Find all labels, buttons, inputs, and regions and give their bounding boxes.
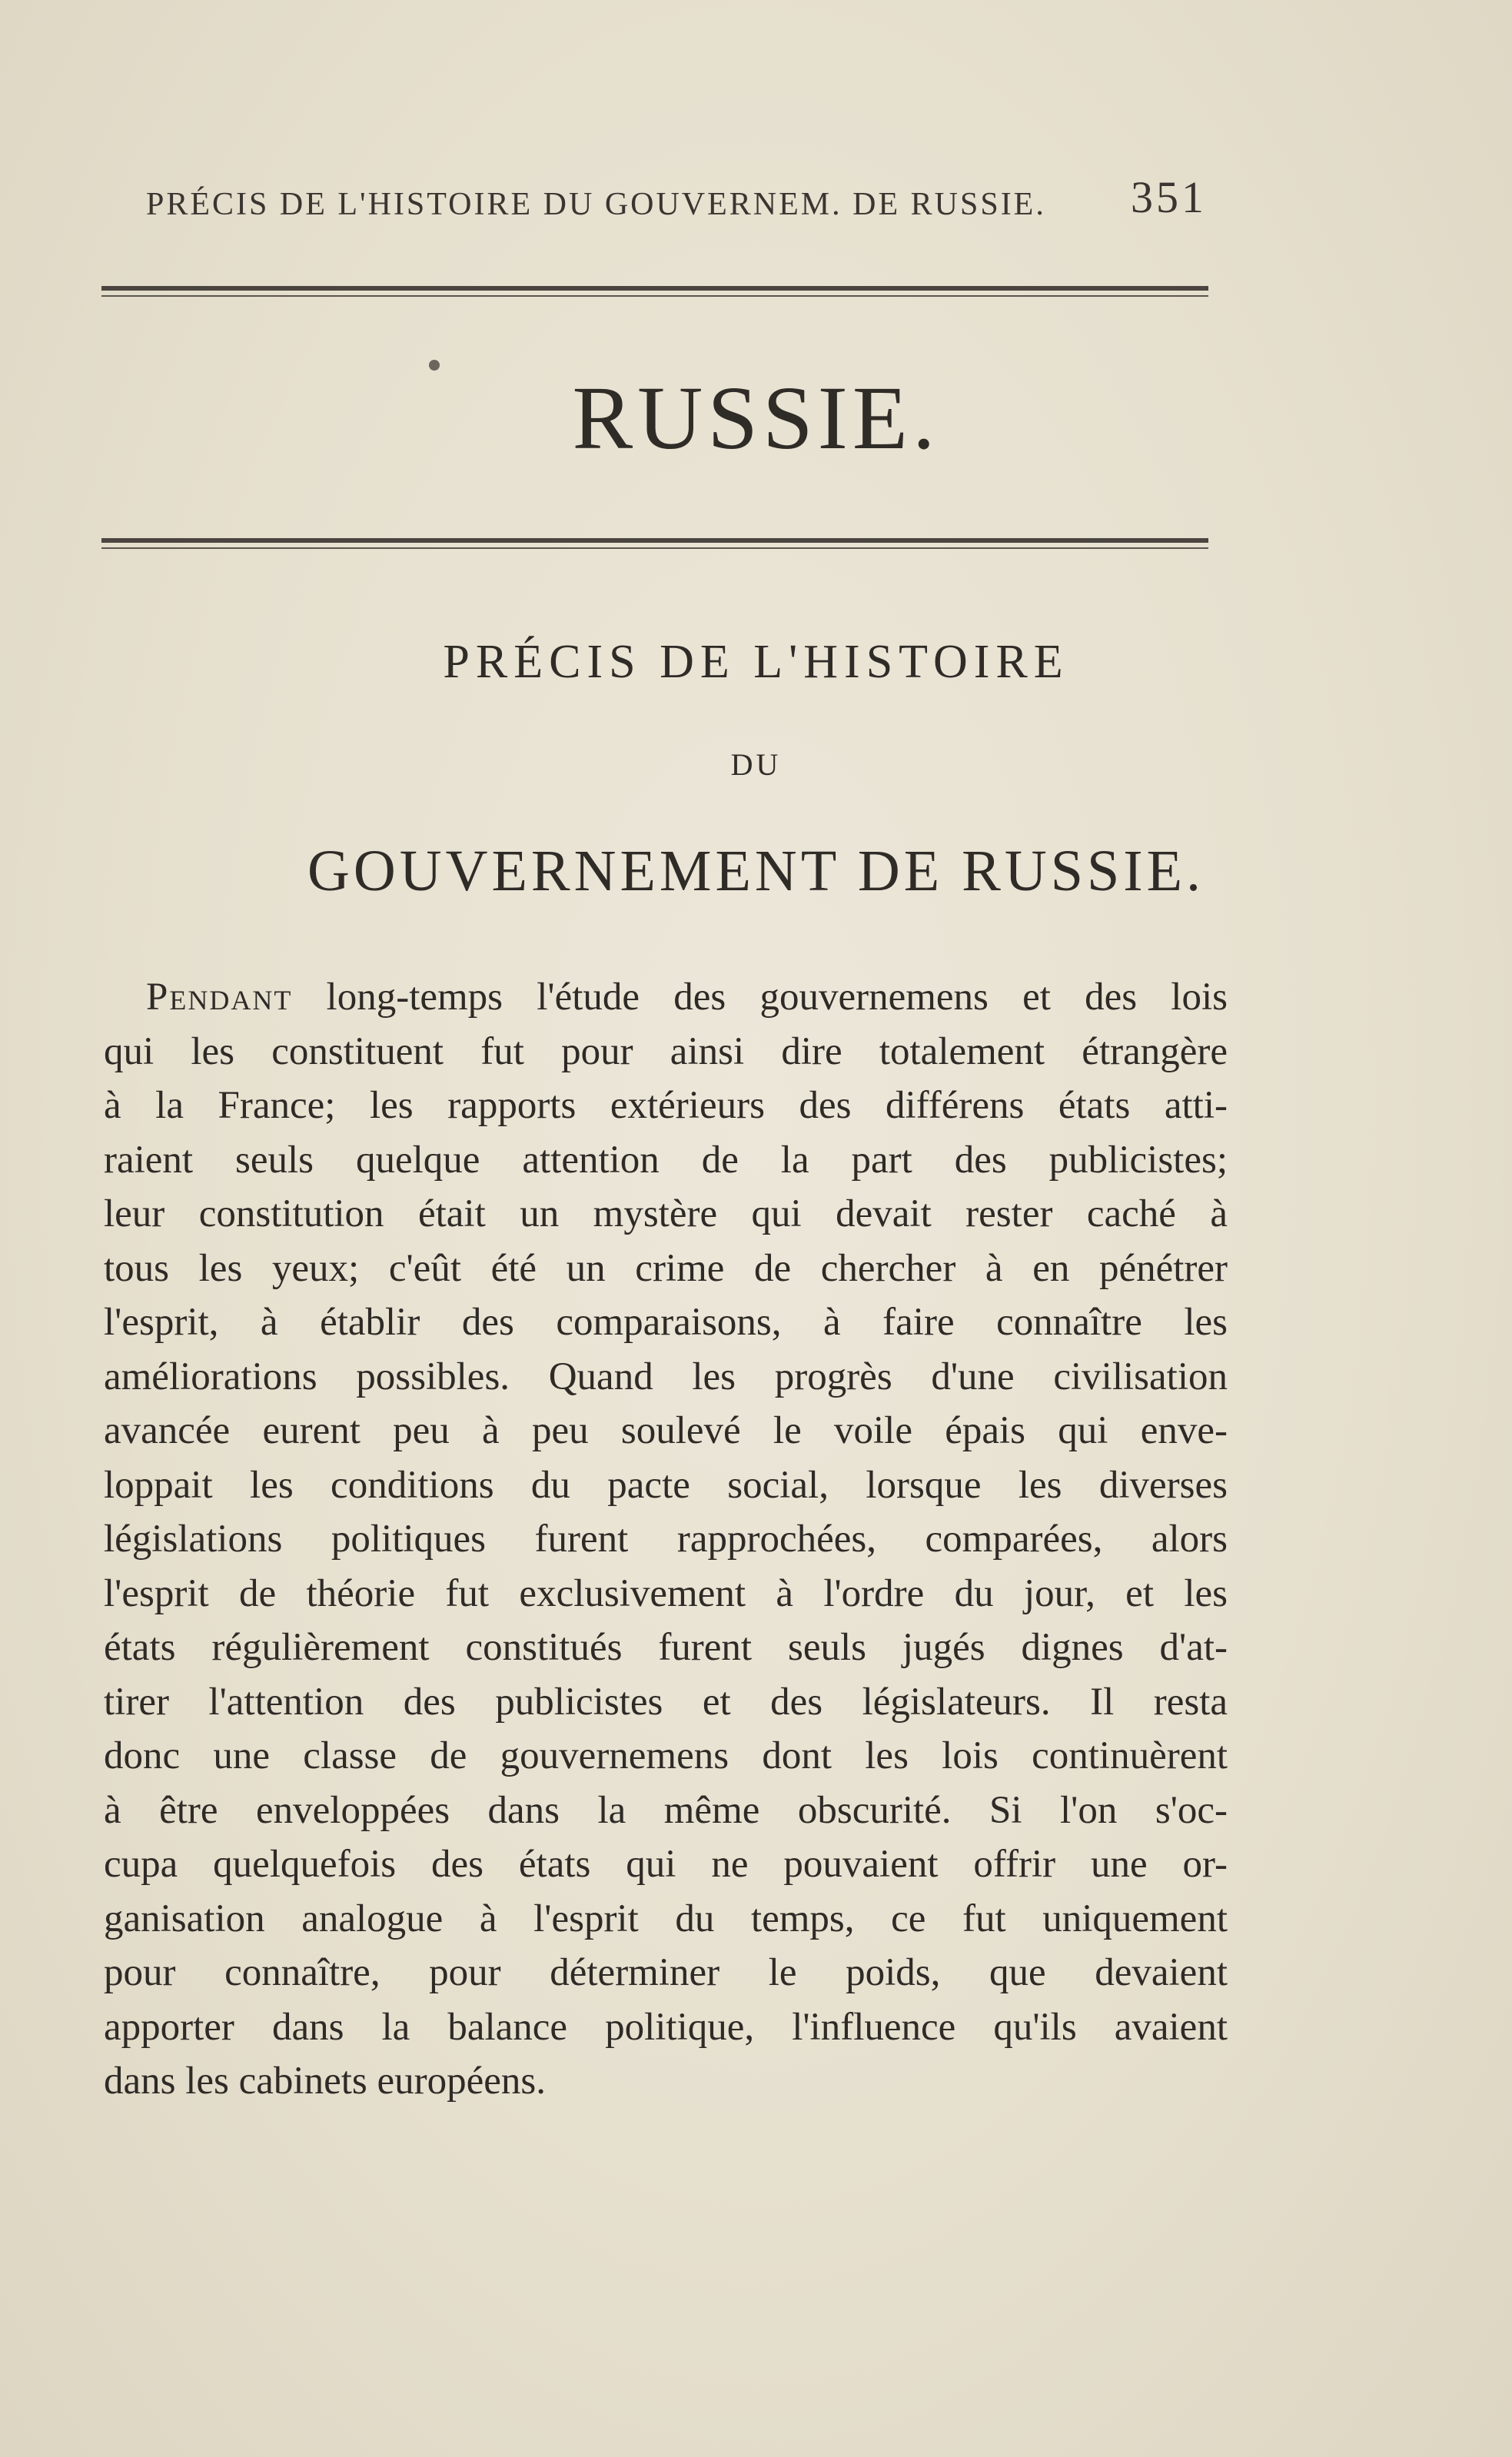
text-line: cupa quelquefois des états qui ne pouvaient offrir une or- [104,1843,1228,1886]
text-line: ganisation analogue à l'esprit du temps, ce fut uniquement [104,1897,1228,1940]
text-line: améliorations possibles. Quand les progrès d'une civilisation [104,1355,1228,1398]
text-line [104,970,1228,1025]
text-line: tous les yeux; c'eût été un crime de chercher à en pénétrer [104,1246,1228,1290]
text-line: raient seuls quelque attention de la part des publicistes; [104,1138,1228,1182]
text-line: loppait les conditions du pacte social, lorsque les diverses [104,1463,1228,1507]
text-line: états régulièrement constitués furent seuls jugés dignes d'at- [104,1626,1228,1669]
bottom-rule [101,538,1208,549]
text-line: dans les cabinets européens. [104,2060,546,2103]
running-title: PRÉCIS DE L'HISTOIRE DU GOUVERNEM. DE RUSSIE. [146,187,1046,222]
lead-word: Pendant [146,976,293,1019]
text-line: leur constitution était un mystère qui devait rester caché à [104,1192,1228,1235]
text-line: l'esprit de théorie fut exclusivement à l'ordre du jour, et les [104,1571,1228,1615]
page-number: 351 [1131,172,1207,222]
body-paragraph [104,970,1228,2109]
running-head [146,161,1207,223]
text-line: qui les constituent fut pour ainsi dire totalement étrangère [104,1029,1228,1073]
text-line-content: long-temps l'étude des gouvernemens et des lois [292,976,1228,1019]
text-line: tirer l'attention des publicistes et des législateurs. Il resta [104,1680,1228,1724]
subtitle-line-2: DU [730,747,782,782]
text-line: législations politiques furent rapprochées, comparées, alors [104,1518,1228,1561]
text-line: à être enveloppées dans la même obscurité. Si l'on s'oc- [104,1788,1228,1832]
text-line: à la France; les rapports extérieurs des différens états atti- [104,1084,1228,1127]
text-line: pour connaître, pour déterminer le poids, que devaient [104,1951,1228,1994]
text-line: l'esprit, à établir des comparaisons, à faire connaître les [104,1301,1228,1344]
ink-speck [429,360,440,371]
text-line: donc une classe de gouvernemens dont les lois continuèrent [104,1734,1228,1777]
top-rule [101,286,1208,297]
main-title: RUSSIE. [572,367,940,468]
subtitle-line-3: GOUVERNEMENT DE RUSSIE. [307,839,1205,903]
text-line: apporter dans la balance politique, l'influence qu'ils avaient [104,2005,1228,2049]
text-line: avancée eurent peu à peu soulevé le voile épais qui enve- [104,1409,1228,1452]
subtitle-line-1: PRÉCIS DE L'HISTOIRE [443,636,1069,688]
